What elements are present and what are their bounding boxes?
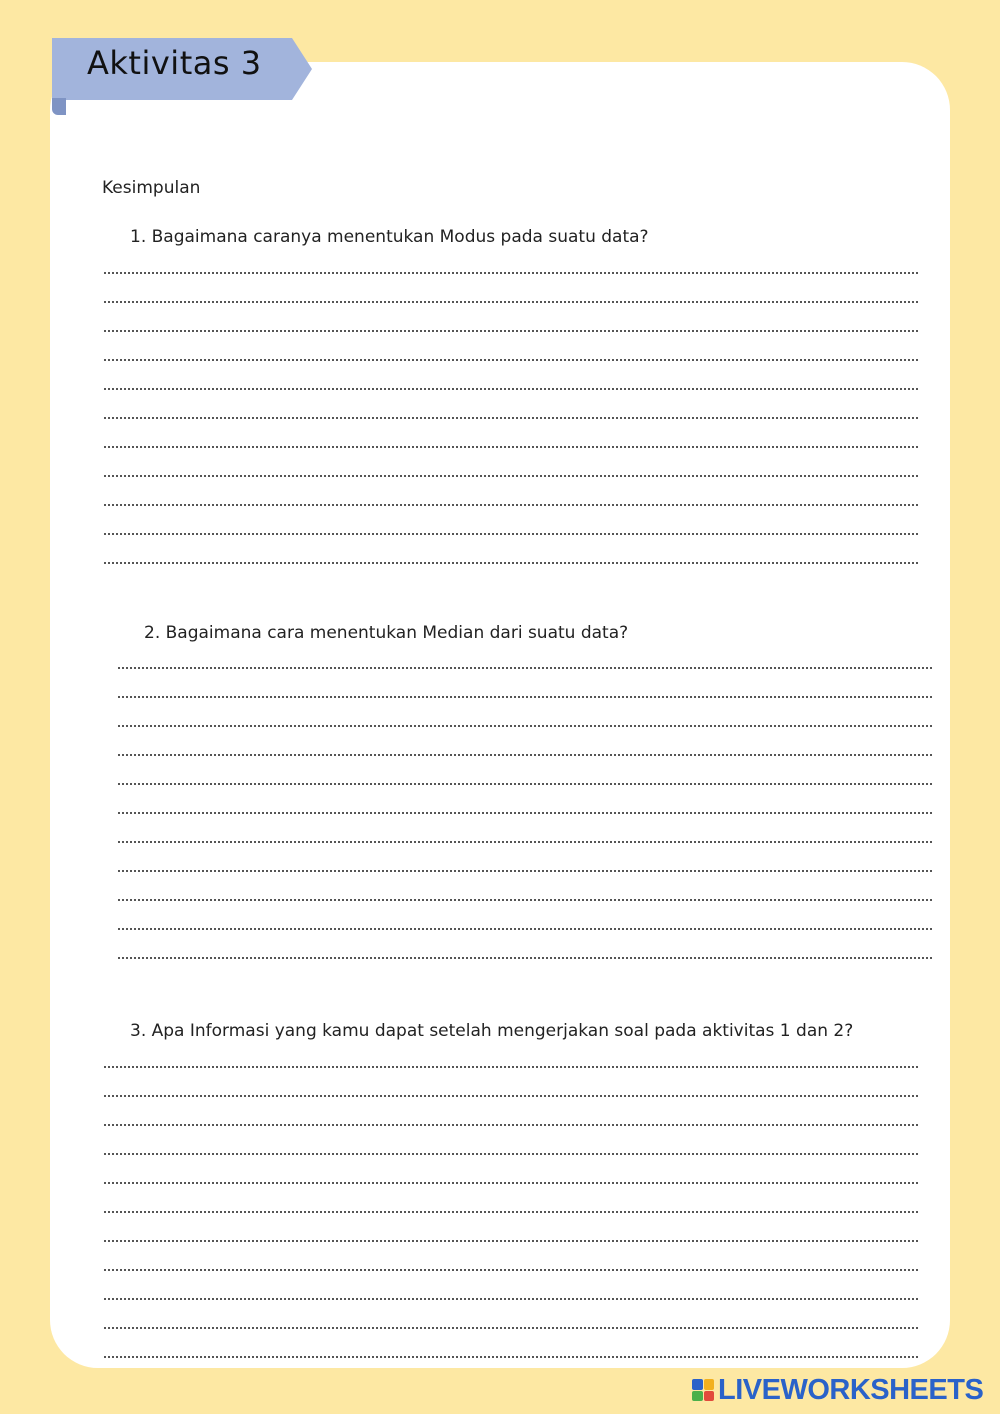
section-heading: Kesimpulan [102,178,201,198]
answer-area-2[interactable] [118,640,932,959]
answer-line[interactable] [104,535,918,564]
question-2: 2. Bagaimana cara menentukan Median dari suatu data? [144,623,629,643]
answer-line[interactable] [104,274,918,303]
answer-line[interactable] [104,245,918,274]
answer-line[interactable] [104,1126,918,1155]
answer-line[interactable] [104,1271,918,1300]
answer-line[interactable] [118,814,932,843]
answer-line[interactable] [118,901,932,930]
answer-line[interactable] [104,1155,918,1184]
question-3: 3. Apa Informasi yang kamu dapat setelah mengerjakan soal pada aktivitas 1 dan 2? [130,1021,854,1041]
answer-line[interactable] [104,1039,918,1068]
answer-line[interactable] [104,1184,918,1213]
answer-line[interactable] [118,698,932,727]
answer-line[interactable] [104,1097,918,1126]
question-1: 1. Bagaimana caranya menentukan Modus pada suatu data? [130,227,649,247]
logo-text: LIVEWORKSHEETS [718,1373,984,1406]
answer-area-3[interactable] [104,1039,918,1358]
answer-line[interactable] [104,1300,918,1329]
answer-line[interactable] [118,785,932,814]
answer-line[interactable] [104,448,918,477]
title-tab-fold [52,98,66,115]
answer-line[interactable] [118,727,932,756]
answer-line[interactable] [104,477,918,506]
answer-line[interactable] [104,390,918,419]
answer-line[interactable] [118,669,932,698]
answer-line[interactable] [104,1242,918,1271]
answer-line[interactable] [104,1213,918,1242]
answer-line[interactable] [104,361,918,390]
answer-line[interactable] [118,756,932,785]
answer-line[interactable] [104,419,918,448]
answer-line[interactable] [118,843,932,872]
liveworksheets-logo-icon [692,1379,714,1401]
page-title: Aktivitas 3 [87,44,262,82]
answer-line[interactable] [104,1068,918,1097]
answer-line[interactable] [104,303,918,332]
answer-line[interactable] [104,506,918,535]
answer-line[interactable] [104,1329,918,1358]
liveworksheets-logo[interactable] [692,1374,983,1406]
answer-line[interactable] [118,640,932,669]
answer-line[interactable] [104,332,918,361]
answer-area-1[interactable] [104,245,918,564]
answer-line[interactable] [118,930,932,959]
answer-line[interactable] [118,872,932,901]
